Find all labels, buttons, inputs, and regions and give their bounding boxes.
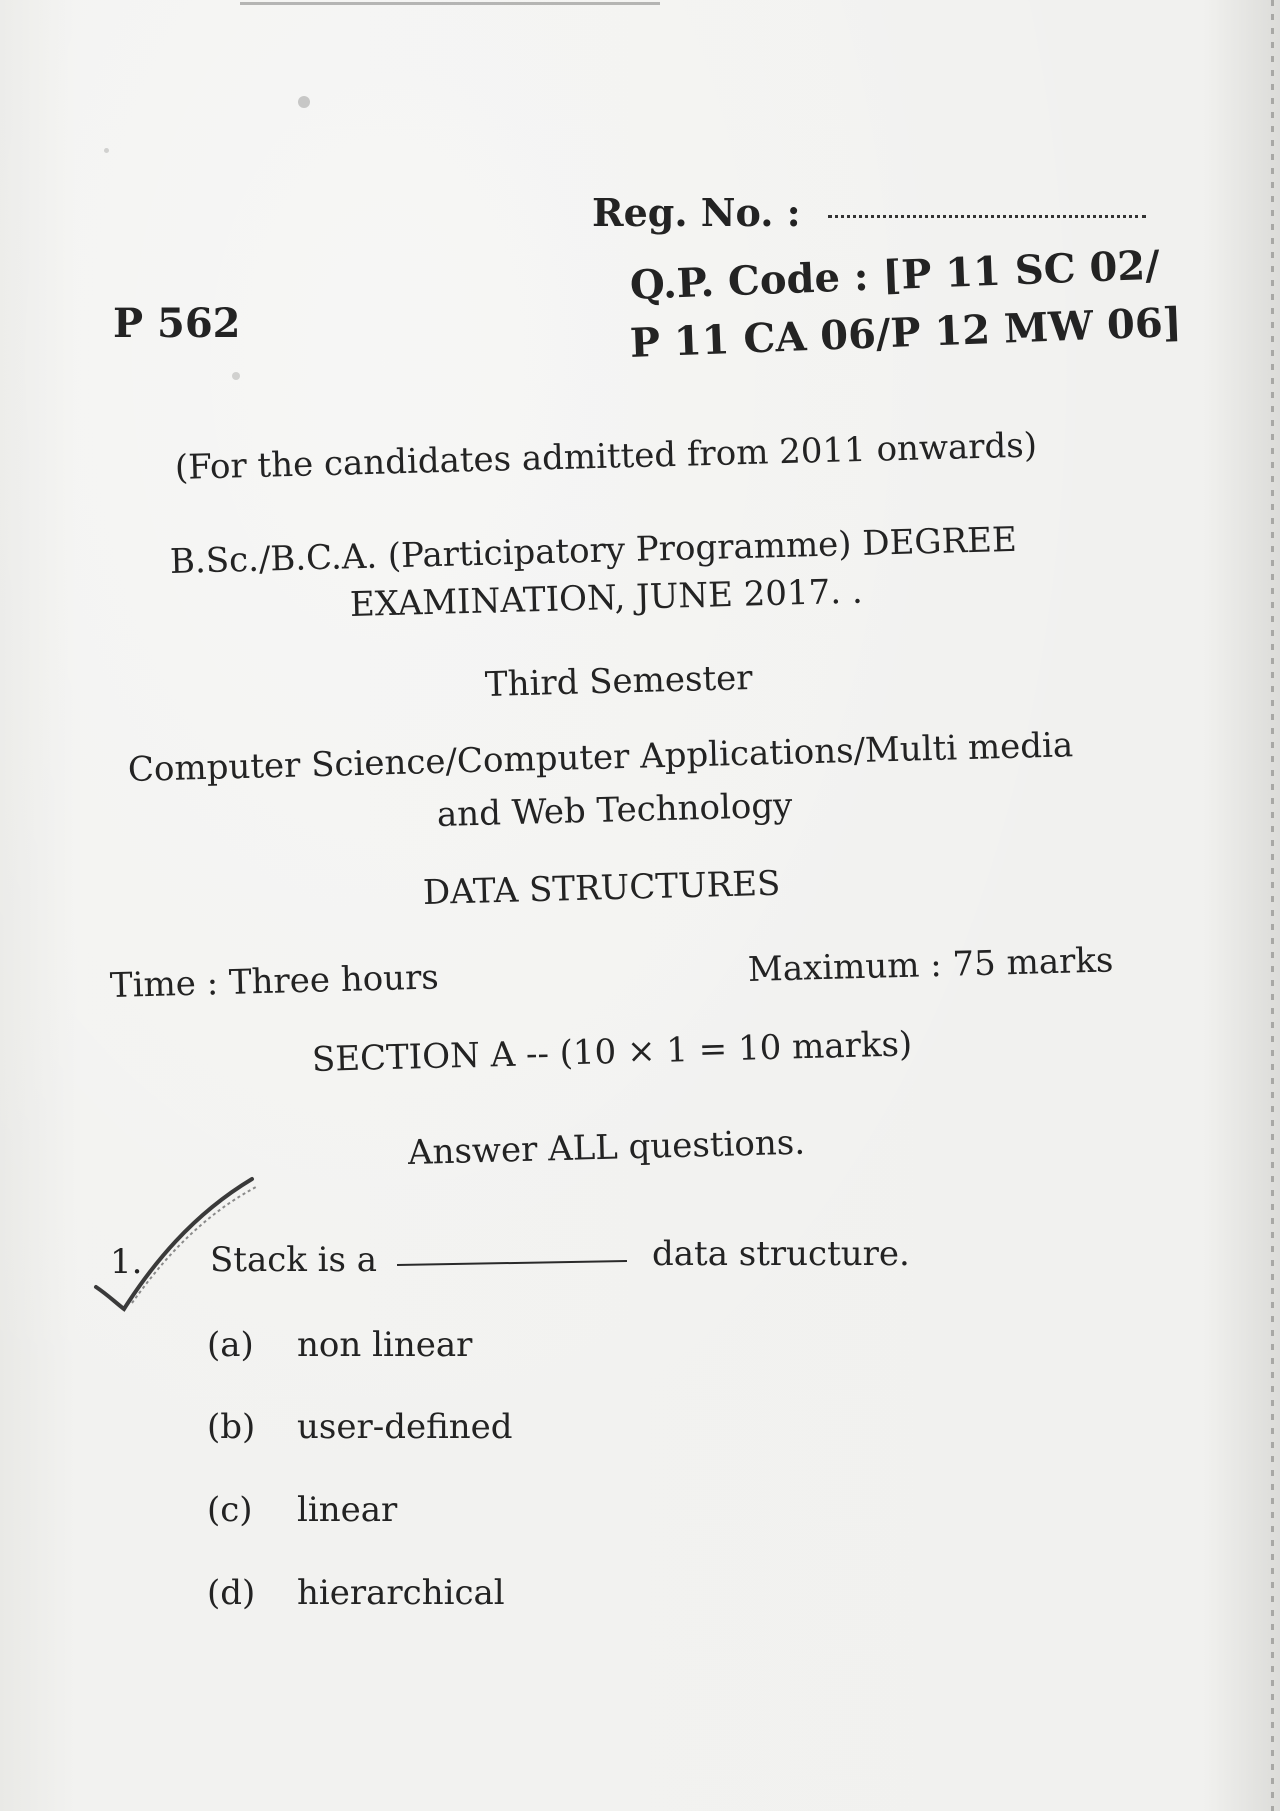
option-b (207, 1407, 607, 1451)
scan-speck (232, 372, 240, 380)
degree-line-2: EXAMINATION, JUNE 2017. . (349, 571, 864, 625)
paper-code: P 562 (113, 300, 241, 347)
question-text: Stack is a (210, 1240, 378, 1280)
subject-line-2: and Web Technology (436, 785, 793, 835)
scan-edge-right (1271, 0, 1274, 1811)
scan-speck (298, 96, 310, 108)
semester: Third Semester (484, 658, 753, 705)
option-letter: (d) (207, 1573, 256, 1613)
qp-code-line-1: Q.P. Code : [P 11 SC 02/ (629, 241, 1161, 309)
exam-duration: Time : Three hours (109, 957, 440, 1006)
question-number: 1. (110, 1242, 143, 1282)
scan-edge-top (240, 2, 660, 5)
option-c (207, 1490, 607, 1534)
option-label: non linear (297, 1325, 473, 1365)
qp-code-line-2: P 11 CA 06/P 12 MW 06] (629, 298, 1183, 367)
maximum-marks: Maximum : 75 marks (747, 940, 1114, 990)
question-text-end: data structure. (652, 1234, 910, 1274)
option-letter: (b) (207, 1407, 256, 1447)
degree-line-1: B.Sc./B.C.A. (Participatory Programme) DEGREE (169, 519, 1018, 582)
option-a (207, 1325, 607, 1369)
option-label: linear (297, 1490, 398, 1530)
option-letter: (a) (207, 1325, 254, 1365)
section-instruction: Answer ALL questions. (407, 1122, 806, 1173)
scan-speck (104, 148, 109, 153)
course-title: DATA STRUCTURES (422, 863, 781, 913)
candidates-note: (For the candidates admitted from 2011 onwards) (174, 425, 1038, 488)
reg-no-label: Reg. No. : (592, 190, 801, 235)
option-d (207, 1573, 607, 1617)
option-label: user-defined (297, 1407, 513, 1447)
reg-no-field[interactable] (828, 185, 1146, 218)
option-label: hierarchical (297, 1573, 505, 1613)
option-letter: (c) (207, 1490, 253, 1530)
section-title: SECTION A -- (10 × 1 = 10 marks) (311, 1024, 913, 1080)
subject-line-1: Computer Science/Computer Applications/Multi media (127, 725, 1074, 790)
answer-blank (397, 1260, 627, 1266)
